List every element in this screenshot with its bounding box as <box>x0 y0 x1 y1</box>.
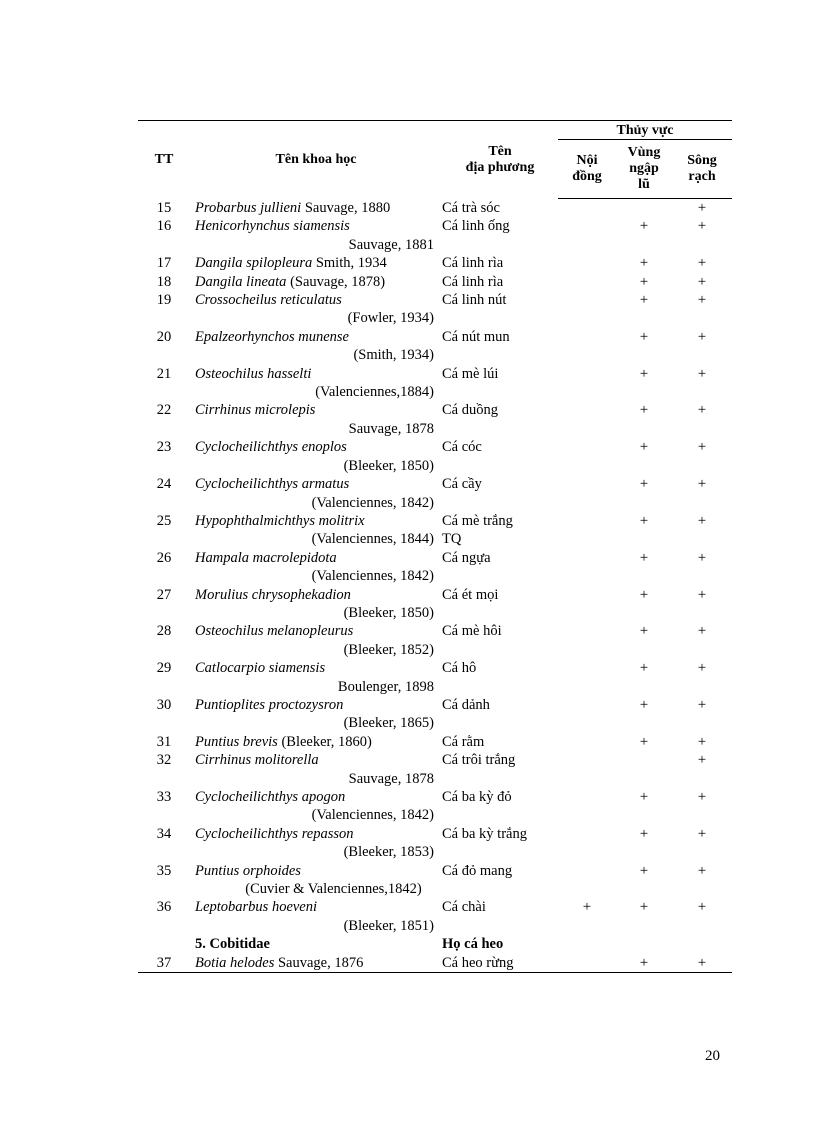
mark-noi-dong <box>558 291 616 328</box>
mark-song-rach: + <box>697 218 707 235</box>
species-name: Leptobarbus hoeveni <box>195 899 318 916</box>
mark-vung-ngap-lu: + <box>639 439 649 456</box>
species-author: (Valenciennes, 1842) <box>311 807 434 824</box>
species-name: Dangila spilopleura <box>195 255 313 272</box>
table-header <box>138 121 732 199</box>
local-name <box>442 273 558 291</box>
local-name-text: Cá duồng <box>442 402 498 419</box>
species-author: Sauvage, 1878 <box>348 770 434 787</box>
header-song-line2: rạch <box>688 169 716 184</box>
mark-song-rach: + <box>697 255 707 272</box>
table-body <box>138 199 732 973</box>
mark-song-rach: + <box>697 733 707 750</box>
row-number: 19 <box>156 292 172 309</box>
mark-vung-ngap-lu: + <box>639 789 649 805</box>
row-number: 34 <box>156 825 172 842</box>
mark-song-rach: + <box>697 476 707 493</box>
row-number: 17 <box>156 255 172 272</box>
local-name <box>442 788 558 825</box>
local-name <box>442 862 558 899</box>
mark-vung-ngap-lu: + <box>616 954 672 973</box>
mark-noi-dong <box>558 512 616 549</box>
header-vung-line1: Vùng <box>627 145 661 160</box>
local-name <box>442 696 558 733</box>
species-name: Henicorhynchus siamensis <box>195 218 350 235</box>
mark-song-rach: + <box>697 899 707 916</box>
species-name: Puntius brevis <box>195 733 278 750</box>
table-row <box>138 199 732 218</box>
mark-song-rach: + <box>697 825 707 842</box>
row-number: 18 <box>156 273 172 290</box>
mark-song-rach: + <box>697 365 707 382</box>
mark-noi-dong <box>558 862 616 899</box>
species-name: Cyclocheilichthys repasson <box>195 825 354 842</box>
table-row <box>138 586 732 623</box>
table-row <box>138 475 732 512</box>
mark-noi-dong <box>558 751 616 788</box>
mark-vung-ngap-lu: + <box>639 899 649 916</box>
local-name-text: Cá mè lúi <box>442 365 499 382</box>
mark-vung-ngap-lu: + <box>639 862 649 879</box>
local-name <box>442 898 558 935</box>
mark-vung-ngap-lu: + <box>639 476 649 493</box>
scientific-name <box>190 788 442 825</box>
table-row <box>138 217 732 254</box>
mark-song-rach: + <box>697 512 707 529</box>
scientific-name <box>190 549 442 586</box>
species-name: Cyclocheilichthys armatus <box>195 476 350 493</box>
scientific-name <box>190 659 442 696</box>
local-name-text: Cá nút mun <box>442 328 510 345</box>
scientific-name <box>190 825 442 862</box>
scientific-name <box>190 328 442 365</box>
mark-song-rach: + <box>697 696 707 713</box>
mark-vung-ngap-lu: + <box>639 365 649 382</box>
table-row <box>138 696 732 733</box>
species-author: (Sauvage, 1878) <box>286 273 386 290</box>
header-vung-ngap-lu <box>616 140 672 199</box>
mark-noi-dong <box>558 199 616 218</box>
species-name: Cyclocheilichthys enoplos <box>195 439 347 456</box>
mark-song-rach: + <box>697 660 707 677</box>
table-row <box>138 401 732 438</box>
local-name-text: Cá ét mọi <box>442 586 499 603</box>
local-name <box>442 825 558 862</box>
mark-noi-dong <box>558 401 616 438</box>
mark-noi-dong <box>558 365 616 402</box>
scientific-name <box>190 438 442 475</box>
table-row <box>138 659 732 696</box>
species-author: (Smith, 1934) <box>353 347 434 364</box>
table-row <box>138 825 732 862</box>
local-name-text: Cá linh nút <box>442 292 507 309</box>
scientific-name <box>190 512 442 549</box>
species-author: Sauvage, 1880 <box>301 199 391 216</box>
mark-noi-dong <box>558 733 616 751</box>
mark-vung-ngap-lu <box>616 199 672 218</box>
header-noi-dong <box>558 140 616 199</box>
species-author: Sauvage, 1876 <box>274 954 364 971</box>
species-name: Cirrhinus microlepis <box>195 402 316 419</box>
scientific-name <box>190 622 442 659</box>
local-name <box>442 586 558 623</box>
scientific-name <box>190 273 442 291</box>
scientific-name <box>190 475 442 512</box>
row-number: 35 <box>156 862 172 879</box>
local-name <box>442 365 558 402</box>
mark-vung-ngap-lu: + <box>639 328 649 345</box>
species-name: Hypophthalmichthys molitrix <box>195 512 365 529</box>
row-number: 36 <box>156 899 172 916</box>
header-water-group: Thủy vực <box>558 121 732 140</box>
table-row <box>138 254 732 272</box>
species-author: (Valenciennes, 1844) <box>311 531 434 548</box>
species-author: (Valenciennes, 1842) <box>311 494 434 511</box>
local-name-text: Cá đỏ mang <box>442 862 513 879</box>
local-name-text: Cá ba kỳ đỏ <box>442 789 512 805</box>
local-name-text: Cá linh ống <box>442 218 510 235</box>
mark-song-rach: + <box>697 752 707 769</box>
local-name-text: Cá mè trắng <box>442 512 513 529</box>
row-number: 28 <box>156 623 172 640</box>
local-name-text: Cá trà sóc <box>442 199 500 216</box>
local-name-text: Cá ngựa <box>442 549 491 566</box>
local-name-text: Cá ba kỳ trắng <box>442 825 527 842</box>
table-row <box>138 365 732 402</box>
scientific-name <box>190 733 442 751</box>
header-scientific-name: Tên khoa học <box>190 121 442 199</box>
table-row <box>138 788 732 825</box>
species-name: Dangila lineata <box>195 273 287 290</box>
species-author: Sauvage, 1881 <box>348 236 434 253</box>
local-name-text: Cá hô <box>442 660 477 677</box>
species-name: Botia helodes <box>195 954 275 971</box>
scientific-name <box>190 954 442 973</box>
mark-vung-ngap-lu: + <box>639 825 649 842</box>
mark-song-rach: + <box>697 862 707 879</box>
local-name <box>442 328 558 365</box>
local-name <box>442 512 558 549</box>
local-name-text: TQ <box>442 531 462 548</box>
local-name <box>442 199 558 218</box>
table-row <box>138 954 732 973</box>
row-number: 15 <box>156 199 172 216</box>
header-noi-dong-line2: đồng <box>572 169 602 184</box>
species-author: Boulenger, 1898 <box>337 678 434 695</box>
table-row <box>138 862 732 899</box>
species-author: (Bleeker, 1851) <box>343 917 434 934</box>
species-author: (Bleeker, 1853) <box>343 844 434 861</box>
local-name <box>442 401 558 438</box>
species-name: Puntioplites proctozysron <box>195 696 344 713</box>
local-name-text: Cá linh rìa <box>442 273 504 290</box>
mark-song-rach: + <box>697 549 707 566</box>
species-author: Sauvage, 1878 <box>348 420 434 437</box>
mark-noi-dong <box>558 696 616 733</box>
mark-vung-ngap-lu: + <box>639 512 649 529</box>
mark-song-rach: + <box>697 789 707 805</box>
scientific-name <box>190 696 442 733</box>
table-row <box>138 512 732 549</box>
species-author: (Bleeker, 1850) <box>343 457 434 474</box>
species-name: Osteochilus melanopleurus <box>195 623 354 640</box>
mark-noi-dong <box>558 217 616 254</box>
scientific-name <box>190 365 442 402</box>
header-noi-dong-line1: Nội <box>576 153 598 168</box>
mark-noi-dong <box>558 254 616 272</box>
header-local-line1: Tên <box>488 143 512 159</box>
local-name <box>442 254 558 272</box>
mark-noi-dong <box>558 659 616 696</box>
mark-song-rach: + <box>697 623 707 640</box>
table-row <box>138 273 732 291</box>
table-row <box>138 898 732 935</box>
mark-vung-ngap-lu: + <box>639 218 649 235</box>
header-tt: TT <box>138 121 190 199</box>
local-name-text: Cá cóc <box>442 439 482 456</box>
species-name: Cirrhinus molitorella <box>195 752 319 769</box>
row-number: 30 <box>156 696 172 713</box>
scientific-name <box>190 254 442 272</box>
row-number: 29 <box>156 660 172 677</box>
mark-song-rach: + <box>697 402 707 419</box>
local-name <box>442 751 558 788</box>
species-author: (Bleeker, 1852) <box>343 641 434 658</box>
mark-vung-ngap-lu: + <box>639 255 649 272</box>
mark-noi-dong <box>558 622 616 659</box>
species-name: Puntius orphoides <box>195 862 301 879</box>
scientific-name <box>190 217 442 254</box>
header-local-name <box>442 121 558 199</box>
mark-vung-ngap-lu: + <box>639 733 649 750</box>
species-name: Morulius chrysophekadion <box>195 586 351 603</box>
scientific-name <box>190 751 442 788</box>
species-author: (Bleeker, 1850) <box>343 604 434 621</box>
species-name: Osteochilus hasselti <box>195 365 312 382</box>
mark-vung-ngap-lu: + <box>639 660 649 677</box>
row-number: 16 <box>156 218 172 235</box>
local-name-text: Cá dảnh <box>442 696 490 713</box>
species-author: (Bleeker, 1860) <box>277 733 372 750</box>
row-number: 20 <box>156 328 172 345</box>
mark-song-rach: + <box>697 292 707 309</box>
header-vung-line2: ngập <box>629 161 659 176</box>
mark-noi-dong <box>558 549 616 586</box>
table-row <box>138 751 732 788</box>
table-row <box>138 622 732 659</box>
mark-noi-dong <box>558 586 616 623</box>
local-name <box>442 622 558 659</box>
mark-vung-ngap-lu: + <box>639 696 649 713</box>
row-number: 22 <box>156 402 172 419</box>
mark-noi-dong <box>558 475 616 512</box>
mark-noi-dong <box>558 273 616 291</box>
species-name: Epalzeorhynchos munense <box>195 328 349 345</box>
scientific-name <box>190 862 442 899</box>
row-number: 21 <box>156 365 172 382</box>
local-name-text: Cá chài <box>442 899 486 916</box>
row-number: 25 <box>156 512 172 529</box>
table-row <box>138 328 732 365</box>
species-author: (Bleeker, 1865) <box>343 715 434 732</box>
mark-noi-dong <box>558 954 616 973</box>
local-name <box>442 291 558 328</box>
scientific-name <box>190 401 442 438</box>
species-table <box>138 120 732 973</box>
header-local-line2: địa phương <box>465 159 535 175</box>
species-name: Catlocarpio siamensis <box>195 660 326 677</box>
species-author: (Cuvier & Valenciennes,1842) <box>245 881 422 898</box>
mark-vung-ngap-lu <box>616 751 672 788</box>
mark-vung-ngap-lu: + <box>639 623 649 640</box>
scientific-name <box>190 199 442 218</box>
mark-song-rach: + <box>697 200 707 216</box>
table-row <box>138 438 732 475</box>
mark-vung-ngap-lu: + <box>639 549 649 566</box>
mark-vung-ngap-lu: + <box>639 273 649 290</box>
mark-song-rach: + <box>697 439 707 456</box>
scientific-name <box>190 898 442 935</box>
species-name: Crossocheilus reticulatus <box>195 292 342 309</box>
local-name <box>442 438 558 475</box>
mark-noi-dong <box>558 825 616 862</box>
header-song-rach <box>672 140 732 199</box>
mark-song-rach: + <box>672 954 732 973</box>
header-vung-line3: lũ <box>638 177 650 192</box>
family-row <box>138 935 732 953</box>
table-row <box>138 549 732 586</box>
mark-vung-ngap-lu: + <box>639 292 649 309</box>
species-name: Cyclocheilichthys apogon <box>195 789 346 805</box>
local-name-text: Cá linh rìa <box>442 255 504 272</box>
scientific-name <box>190 291 442 328</box>
row-number: 27 <box>156 586 172 603</box>
mark-song-rach: + <box>697 586 707 603</box>
species-name: Probarbus jullieni <box>195 199 302 216</box>
family-local-name: Họ cá heo <box>442 936 504 953</box>
local-name <box>442 549 558 586</box>
table-row <box>138 733 732 751</box>
row-number: 31 <box>156 733 172 750</box>
local-name <box>442 475 558 512</box>
mark-noi-dong: + <box>582 899 592 916</box>
mark-noi-dong <box>558 438 616 475</box>
local-name <box>442 659 558 696</box>
mark-vung-ngap-lu: + <box>639 586 649 603</box>
species-author: (Valenciennes, 1842) <box>311 568 434 585</box>
row-number: 26 <box>156 549 172 566</box>
mark-song-rach: + <box>697 273 707 290</box>
local-name-text: Cá mè hôi <box>442 623 502 640</box>
local-name <box>442 733 558 751</box>
table-row <box>138 291 732 328</box>
species-author: Smith, 1934 <box>312 255 387 272</box>
scientific-name <box>190 586 442 623</box>
species-author: (Fowler, 1934) <box>347 310 434 327</box>
row-number: 32 <box>156 752 172 769</box>
page-number: 20 <box>705 1048 720 1064</box>
local-name-text: Cá rằm <box>442 733 485 750</box>
species-author: (Valenciennes,1884) <box>315 384 434 401</box>
header-song-line1: Sông <box>687 153 717 168</box>
local-name-text: Cá trôi trắng <box>442 752 516 769</box>
local-name <box>442 217 558 254</box>
mark-song-rach: + <box>697 328 707 345</box>
local-name-text: Cá cầy <box>442 476 482 493</box>
local-name: Cá heo rừng <box>442 954 558 973</box>
row-number: 23 <box>156 439 172 456</box>
mark-noi-dong <box>558 788 616 825</box>
row-number: 37 <box>138 954 190 973</box>
mark-vung-ngap-lu: + <box>639 402 649 419</box>
mark-noi-dong <box>558 328 616 365</box>
species-name: Hampala macrolepidota <box>195 549 337 566</box>
row-number: 24 <box>156 476 172 493</box>
row-number: 33 <box>156 789 172 805</box>
family-name: 5. Cobitidae <box>195 936 270 953</box>
